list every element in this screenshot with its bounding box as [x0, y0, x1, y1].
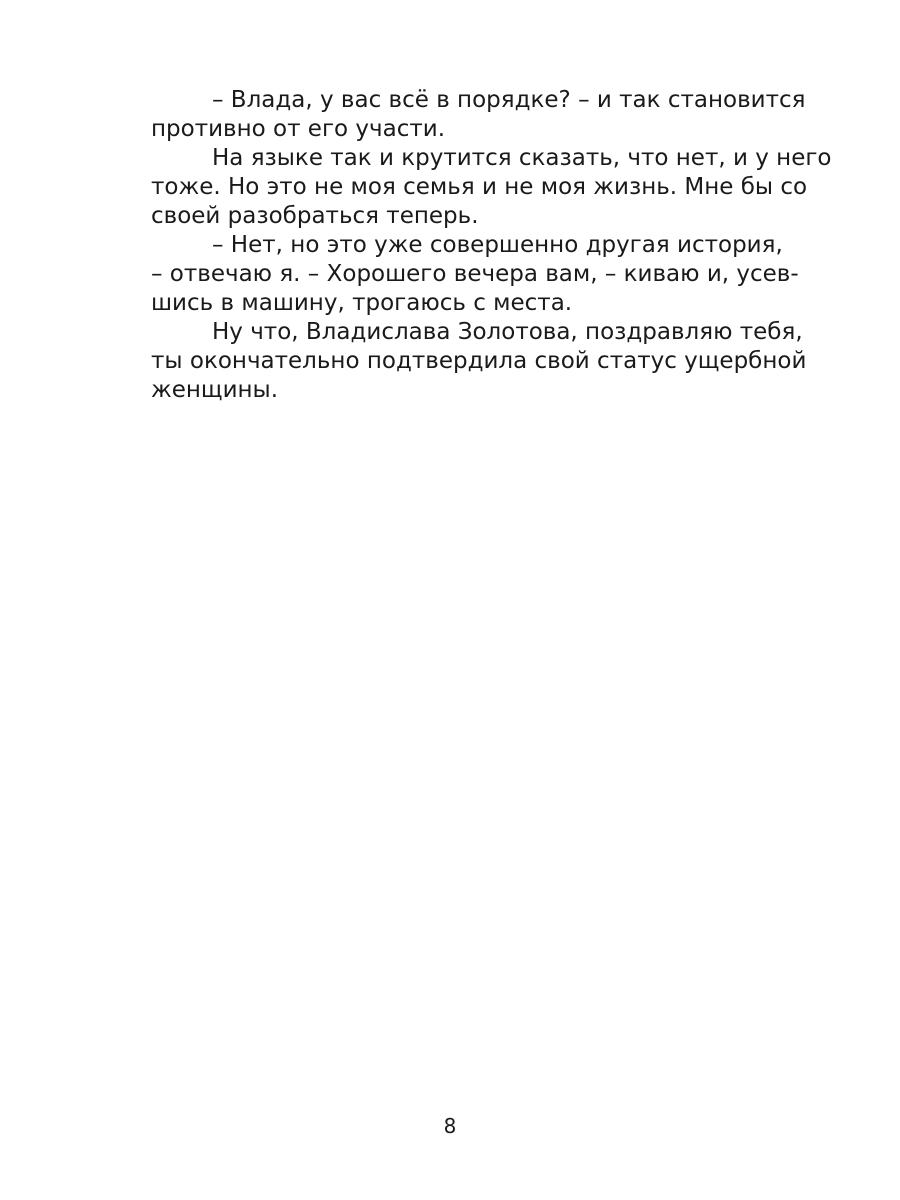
paragraph — [151, 144, 832, 231]
text-line: своей разобраться теперь. — [151, 203, 479, 229]
text-line: Ну что, Владислава Золотова, поздравляю тебя, — [212, 319, 803, 345]
body-text — [151, 86, 832, 405]
text-line: женщины. — [151, 377, 279, 403]
text-line: На языке так и крутится сказать, что нет, и у него — [212, 145, 832, 171]
text-line: противно от его участи. — [151, 116, 446, 142]
text-line: тоже. Но это не моя семья и не моя жизнь. Мне бы со — [151, 174, 808, 200]
text-line: – Нет, но это уже совершенно другая история, — [212, 232, 783, 258]
text-line: – отвечаю я. – Хорошего вечера вам, – киваю и, усев- — [151, 261, 799, 287]
page-number: 8 — [443, 1114, 457, 1138]
paragraph — [151, 86, 806, 144]
text-line: шись в машину, трогаюсь с места. — [151, 290, 573, 316]
text-line: – Влада, у вас всё в порядке? – и так становится — [212, 87, 806, 113]
text-line: ты окончательно подтвердила свой статус ущербной — [151, 348, 807, 374]
paragraph — [151, 231, 799, 318]
paragraph — [151, 318, 807, 405]
